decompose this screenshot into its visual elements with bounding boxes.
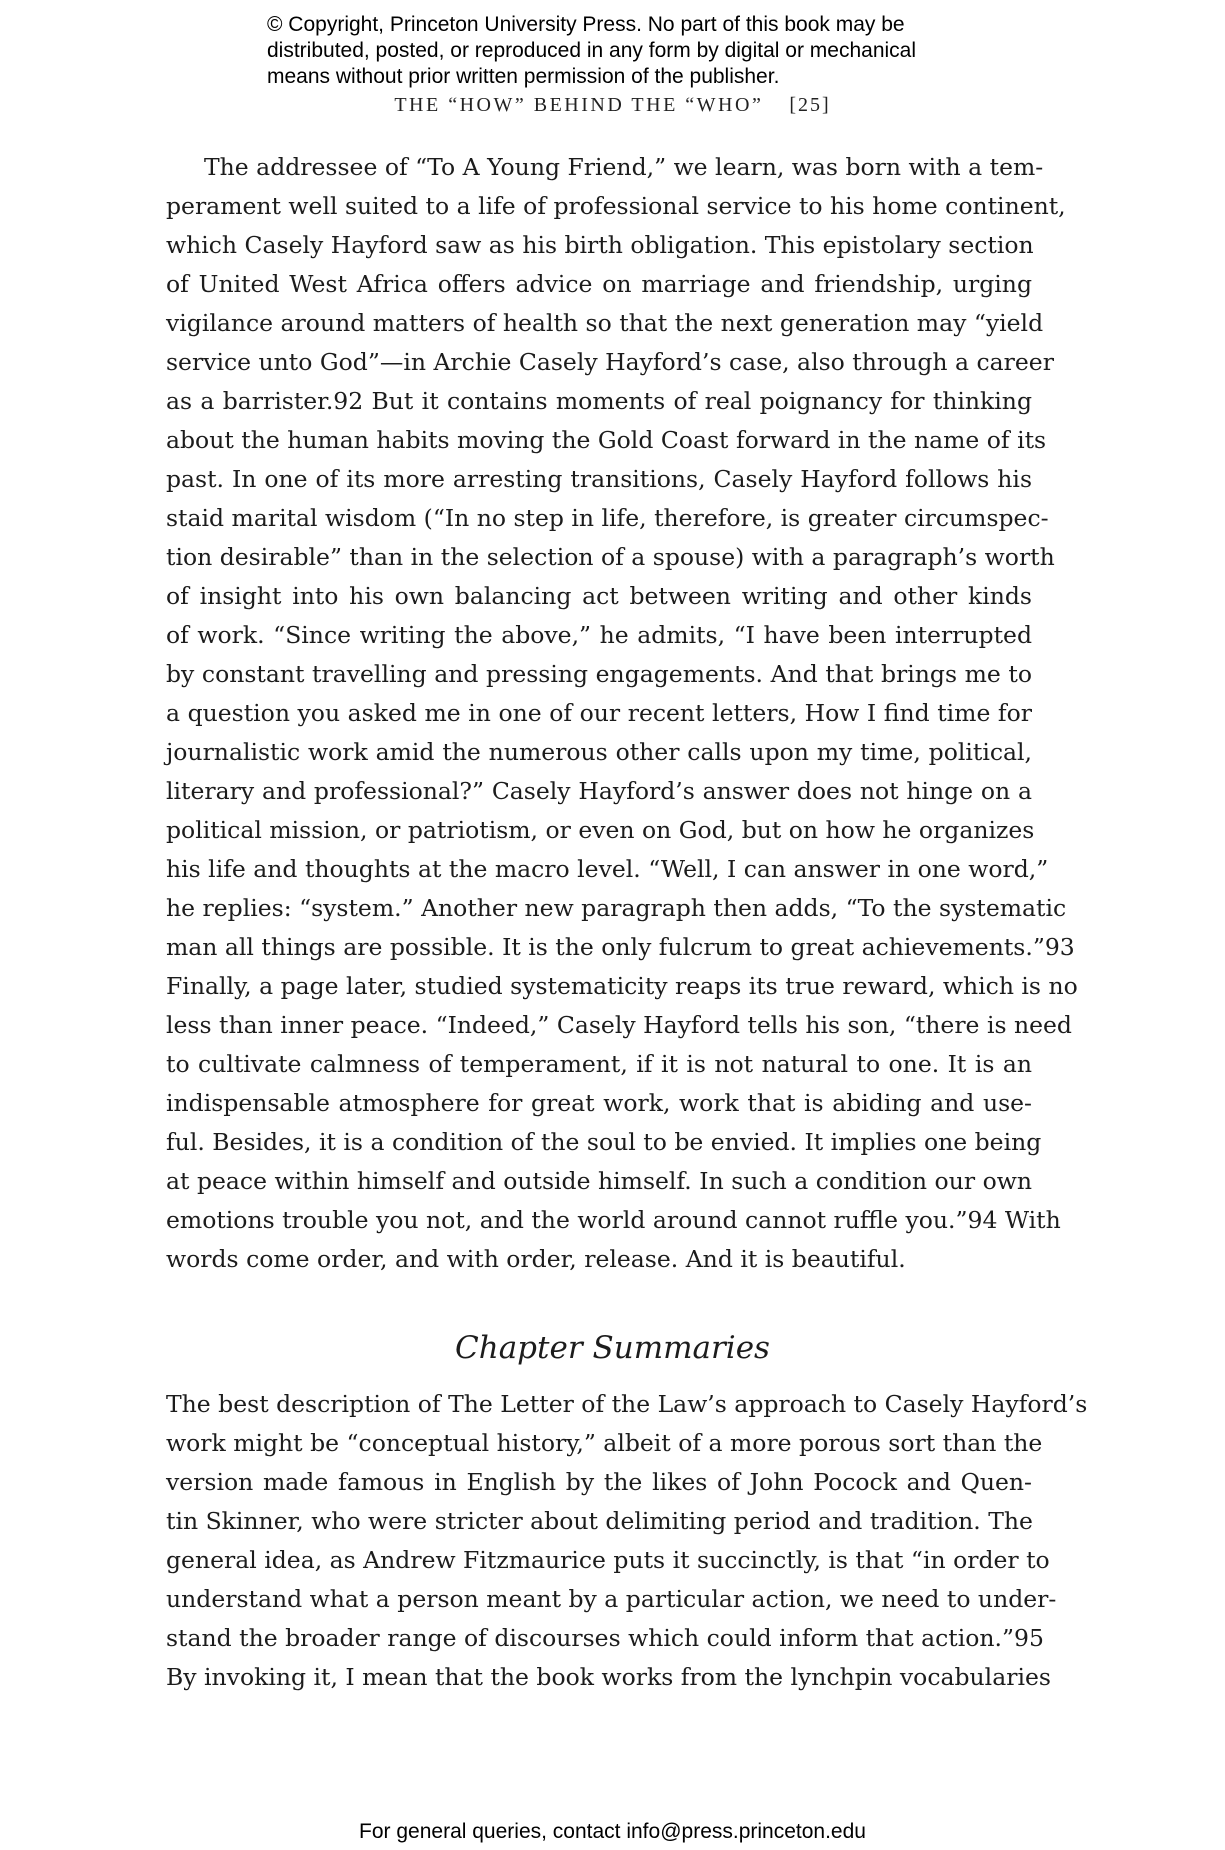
copyright-line: distributed, posted, or reproduced in any form by digital or mechanical [267, 39, 917, 62]
text-line: Finally, a page later, studied systematicity reaps its true reward, which is no [166, 972, 1078, 1000]
text-line: By invoking it, I mean that the book works from the lynchpin vocabularies [166, 1663, 1051, 1691]
footer-contact: For general queries, contact info@press.princeton.edu [359, 1820, 866, 1843]
text-line: vigilance around matters of health so that the next generation may “yield [166, 309, 1044, 337]
running-head-title: THE “HOW” BEHIND THE “WHO” [394, 94, 764, 116]
text-line: The addressee of “To A Young Friend,” we learn, was born with a tem- [204, 153, 1044, 181]
text-line: tion desirable” than in the selection of a spouse) with a paragraph’s worth [166, 543, 1055, 571]
running-head [0, 94, 1225, 117]
text-line: staid marital wisdom (“In no step in life, therefore, is greater circumspec- [166, 504, 1049, 532]
text-line: literary and professional?” Casely Hayford’s answer does not hinge on a [166, 777, 1032, 805]
text-line: a question you asked me in one of our recent letters, How I find time for [166, 699, 1032, 727]
text-line: indispensable atmosphere for great work, work that is abiding and use- [166, 1089, 1032, 1117]
text-line: man all things are possible. It is the only fulcrum to great achievements.”93 [166, 933, 1075, 961]
text-line: as a barrister.92 But it contains moments of real poignancy for thinking [166, 387, 1032, 415]
text-line: general idea, as Andrew Fitzmaurice puts it succinctly, is that “in order to [166, 1546, 1050, 1574]
text-line: understand what a person meant by a particular action, we need to under- [166, 1585, 1057, 1613]
text-line: to cultivate calmness of temperament, if it is not natural to one. It is an [166, 1050, 1032, 1078]
text-line: his life and thoughts at the macro level. “Well, I can answer in one word,” [166, 855, 1049, 883]
text-line: past. In one of its more arresting transitions, Casely Hayford follows his [166, 465, 1032, 493]
text-line: The best description of The Letter of the Law’s approach to Casely Hayford’s [166, 1390, 1088, 1418]
page-number: [25] [789, 94, 831, 116]
section-heading: Chapter Summaries [455, 1330, 770, 1366]
text-line: at peace within himself and outside himself. In such a condition our own [166, 1167, 1032, 1195]
text-line: perament well suited to a life of professional service to his home continent, [166, 192, 1066, 220]
text-line: stand the broader range of discourses which could inform that action.”95 [166, 1624, 1044, 1652]
copyright-line: means without prior written permission of the publisher. [267, 65, 780, 88]
text-line: work might be “conceptual history,” albeit of a more porous sort than the [166, 1429, 1043, 1457]
copyright-notice [267, 12, 1027, 90]
text-line: of insight into his own balancing act between writing and other kinds [166, 582, 1032, 610]
text-line: which Casely Hayford saw as his birth obligation. This epistolary section [166, 231, 1034, 259]
text-line: of United West Africa offers advice on marriage and friendship, urging [166, 270, 1032, 298]
text-line: of work. “Since writing the above,” he admits, “I have been interrupted [166, 621, 1032, 649]
text-line: he replies: “system.” Another new paragraph then adds, “To the systematic [166, 894, 1067, 922]
paragraph-2 [166, 1385, 1088, 1697]
text-line: version made famous in English by the likes of John Pocock and Quen- [166, 1468, 1032, 1496]
text-line: less than inner peace. “Indeed,” Casely Hayford tells his son, “there is need [166, 1011, 1072, 1039]
paragraph-1 [166, 148, 1078, 1279]
text-line: journalistic work amid the numerous other calls upon my time, political, [166, 738, 1032, 766]
text-line: political mission, or patriotism, or even on God, but on how he organizes [166, 816, 1035, 844]
copyright-line: © Copyright, Princeton University Press. No part of this book may be [267, 13, 905, 36]
text-line: tin Skinner, who were stricter about delimiting period and tradition. The [166, 1507, 1033, 1535]
text-line: by constant travelling and pressing engagements. And that brings me to [166, 660, 1032, 688]
text-line: words come order, and with order, release. And it is beautiful. [166, 1245, 906, 1273]
text-line: ful. Besides, it is a condition of the soul to be envied. It implies one being [166, 1128, 1042, 1156]
text-line: emotions trouble you not, and the world around cannot ruffle you.”94 With [166, 1206, 1061, 1234]
text-line: about the human habits moving the Gold Coast forward in the name of its [166, 426, 1047, 454]
text-line: service unto God”—in Archie Casely Hayford’s case, also through a career [166, 348, 1054, 376]
